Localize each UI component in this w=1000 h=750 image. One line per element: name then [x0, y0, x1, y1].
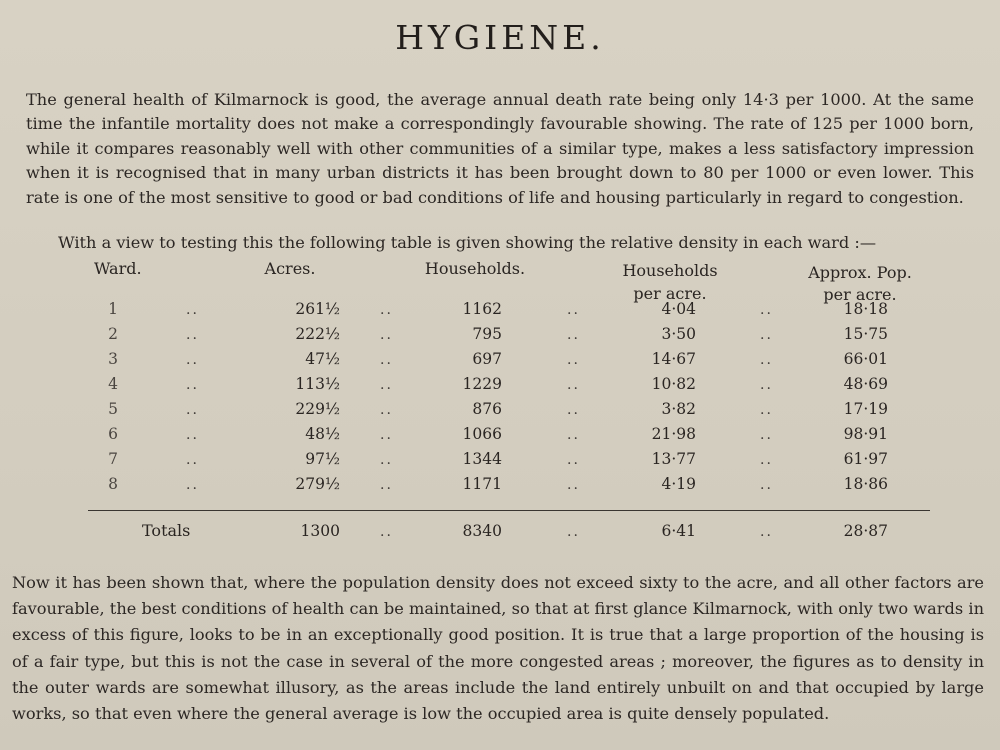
header-households-per-acre-line2: per acre. [633, 284, 707, 303]
cell-ward: 1 [108, 300, 118, 318]
totals-leader: .. [567, 524, 580, 540]
row-leader: .. [380, 402, 393, 418]
totals-acres: 1300 [300, 522, 340, 540]
row-leader: .. [760, 302, 773, 318]
cell-acres: 261½ [295, 300, 340, 318]
header-acres: Acres. [264, 259, 316, 278]
cell-households-per-acre: 21·98 [651, 425, 696, 443]
row-leader: .. [567, 427, 580, 443]
header-pop-per-acre-line1: Approx. Pop. [808, 263, 912, 282]
row-leader: .. [186, 327, 199, 343]
cell-pop-per-acre: 98·91 [843, 425, 888, 443]
row-leader: .. [186, 302, 199, 318]
row-leader: .. [760, 427, 773, 443]
row-leader: .. [567, 352, 580, 368]
cell-acres: 47½ [305, 350, 340, 368]
row-leader: .. [567, 477, 580, 493]
row-leader: .. [567, 402, 580, 418]
cell-households-per-acre: 4·19 [661, 475, 696, 493]
row-leader: .. [186, 352, 199, 368]
cell-ward: 4 [108, 375, 118, 393]
row-leader: .. [380, 327, 393, 343]
row-leader: .. [760, 452, 773, 468]
row-leader: .. [186, 452, 199, 468]
cell-households: 1066 [462, 425, 502, 443]
cell-households: 697 [472, 350, 502, 368]
totals-label: Totals [142, 521, 191, 540]
cell-acres: 222½ [295, 325, 340, 343]
cell-households: 1162 [462, 300, 502, 318]
row-leader: .. [567, 327, 580, 343]
cell-pop-per-acre: 18·86 [843, 475, 888, 493]
row-leader: .. [760, 377, 773, 393]
totals-households-per-acre: 6·41 [661, 522, 696, 540]
paragraph-density: Now it has been shown that, where the population density does not exceed sixty to the acre, and all other factors are favourable, the best conditions of health can be maintained, so that at first glance Kilmarnock, with only two wards in excess of this figure, looks to be in an exceptionally good position. It is true that a large proportion of the housing is of a fair type, but this is not the case in several of the more congested areas ; moreover, the figures as to density in the outer wards are somewhat illusory, as the areas include the land entirely unbuilt on and that occupied by large works, so that even where the general average is low the occupied area is quite densely populated. [12, 573, 984, 724]
cell-ward: 2 [108, 325, 118, 343]
cell-ward: 6 [108, 425, 118, 443]
row-leader: .. [760, 477, 773, 493]
cell-pop-per-acre: 18·18 [843, 300, 888, 318]
cell-acres: 48½ [305, 425, 340, 443]
row-leader: .. [186, 427, 199, 443]
totals-households: 8340 [462, 522, 502, 540]
row-leader: .. [380, 352, 393, 368]
cell-ward: 3 [108, 350, 118, 368]
row-leader: .. [760, 327, 773, 343]
cell-households: 876 [472, 400, 502, 418]
row-leader: .. [760, 352, 773, 368]
totals-rule [88, 510, 930, 511]
row-leader: .. [760, 402, 773, 418]
cell-pop-per-acre: 17·19 [843, 400, 888, 418]
page-title: HYGIENE. [395, 18, 605, 57]
row-leader: .. [567, 452, 580, 468]
cell-acres: 229½ [295, 400, 340, 418]
row-leader: .. [380, 427, 393, 443]
cell-households-per-acre: 3·82 [661, 400, 696, 418]
row-leader: .. [186, 377, 199, 393]
cell-pop-per-acre: 61·97 [843, 450, 888, 468]
cell-households: 1171 [462, 475, 502, 493]
cell-households-per-acre: 4·04 [661, 300, 696, 318]
row-leader: .. [380, 377, 393, 393]
cell-pop-per-acre: 48·69 [843, 375, 888, 393]
row-leader: .. [186, 477, 199, 493]
cell-households: 795 [472, 325, 502, 343]
row-leader: .. [567, 377, 580, 393]
cell-acres: 113½ [295, 375, 340, 393]
cell-ward: 8 [108, 475, 118, 493]
cell-pop-per-acre: 66·01 [843, 350, 888, 368]
cell-households: 1344 [462, 450, 502, 468]
cell-households: 1229 [462, 375, 502, 393]
totals-pop-per-acre: 28·87 [843, 522, 888, 540]
row-leader: .. [567, 302, 580, 318]
header-households-per-acre-line1: Households [622, 261, 718, 280]
row-leader: .. [380, 452, 393, 468]
cell-pop-per-acre: 15·75 [843, 325, 888, 343]
cell-households-per-acre: 10·82 [651, 375, 696, 393]
row-leader: .. [380, 477, 393, 493]
paragraph-health: The general health of Kilmarnock is good, the average annual death rate being only 14·3 per 1000. At the same time the infantile mortality does not make a correspondingly favourable showing. The rate of 125 per 1000 born, while it compares reasonably well with other communities of a similar type, makes a less satisfactory impression when it is recognised that in many urban districts it has been brought down to 80 per 1000 or even lower. This rate is one of the most sensitive to good or bad conditions of life and housing particularly in regard to congestion. [26, 90, 974, 207]
cell-ward: 5 [108, 400, 118, 418]
header-households: Households. [424, 259, 526, 278]
table-intro: With a view to testing this the following table is given showing the relative density in each ward :— [58, 233, 877, 252]
cell-ward: 7 [108, 450, 118, 468]
totals-leader: .. [760, 524, 773, 540]
header-ward: Ward. [94, 259, 142, 278]
cell-households-per-acre: 14·67 [651, 350, 696, 368]
row-leader: .. [380, 302, 393, 318]
cell-acres: 97½ [305, 450, 340, 468]
cell-households-per-acre: 13·77 [651, 450, 696, 468]
totals-leader: .. [380, 524, 393, 540]
cell-acres: 279½ [295, 475, 340, 493]
cell-households-per-acre: 3·50 [661, 325, 696, 343]
header-pop-per-acre-line2: per acre. [823, 285, 897, 304]
row-leader: .. [186, 402, 199, 418]
